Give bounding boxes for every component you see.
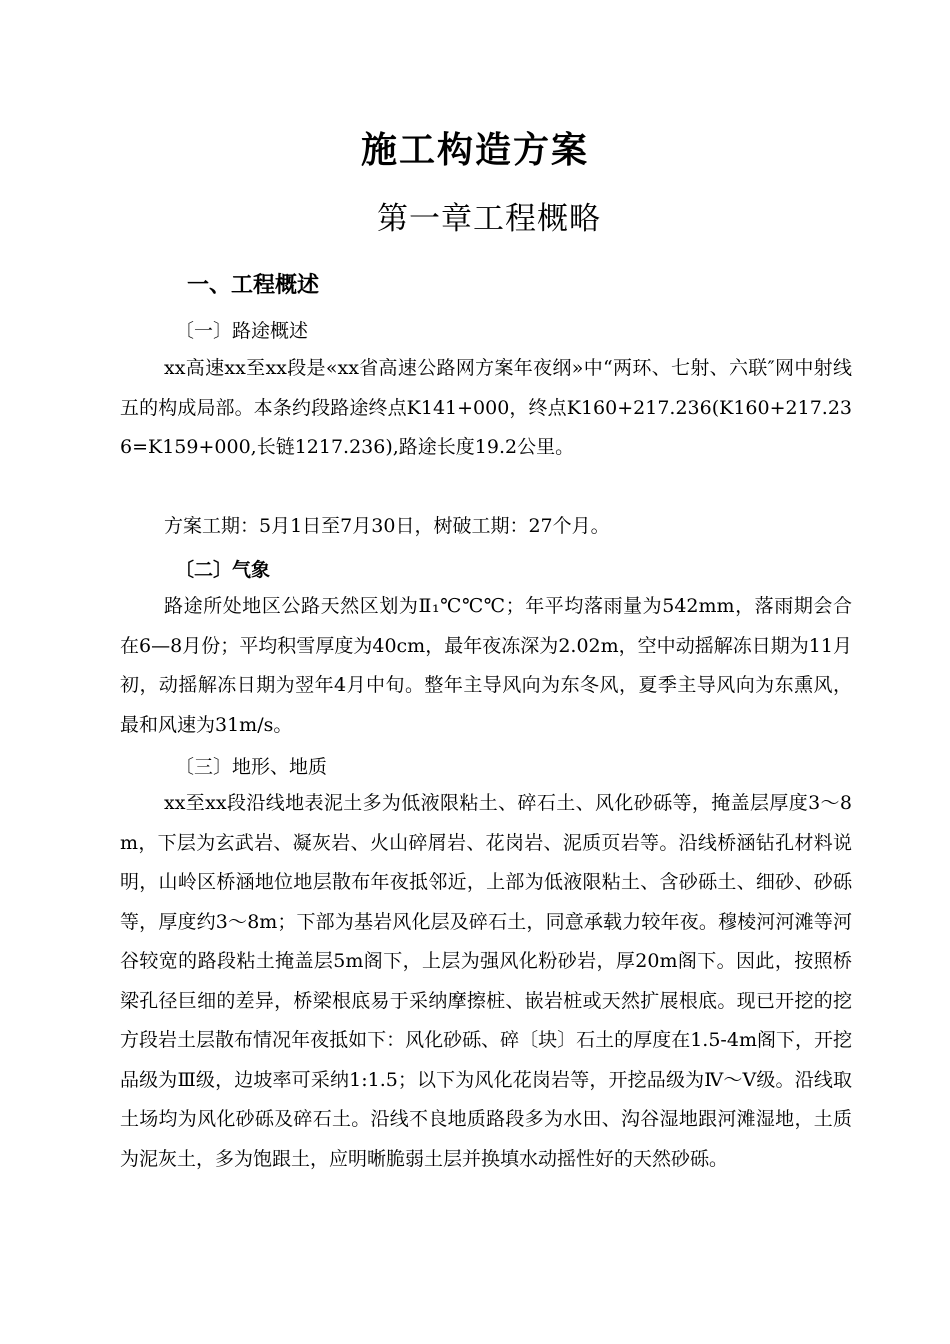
subsection-heading-terrain: 〔三〕地形、地质 [175, 756, 328, 778]
paragraph-schedule: 方案工期：5月1日至7月30日，树破工期：27个月。 [164, 515, 610, 537]
paragraph-climate: 路途所处地区公路天然区划为Ⅱ₁℃℃℃；年平均落雨量为542mm，落雨期会合在6—8月份；平均积雪厚度为40cm，最年夜冻深为2.02m，空中动摇解冻日期为11月初，动摇解冻日期为翌年4月中旬。整年主导风向为东冬风，夏季主导风向为东熏风，最和风速为31m/s。 [120, 595, 852, 736]
paragraph-terrain-geology: xx至xx段沿线地表泥土多为低液限粘土、碎石土、风化砂砾等，掩盖层厚度3～8m，下层为玄武岩、凝灰岩、火山碎屑岩、花岗岩、泥质页岩等。沿线桥涵钻孔材料说明，山岭区桥涵地位地层散布年夜抵邻近，上部为低液限粘土、含砂砾土、细砂、砂砾等，厚度约3～8m；下部为基岩风化层及碎石土，同意承载力较年夜。穆棱河河滩等河谷较宽的路段粘土掩盖层5m阁下，上层为强风化粉砂岩，厚20m阁下。因此，按照桥梁孔径巨细的差异，桥梁根底易于采纳摩擦桩、嵌岩桩或天然扩展根底。现已开挖的挖方段岩土层散布情况年夜抵如下：风化砂砾、碎〔块〕石土的厚度在1.5-4m阁下，开挖品级为Ⅲ级，边坡率可采纳1:1.5；以下为风化花岗岩等，开挖品级为Ⅳ～Ⅴ级。沿线取土场均为风化砂砾及碎石土。沿线不良地质路段多为水田、沟谷湿地跟河滩湿地，土质为泥灰土，多为饱跟土，应明晰脆弱土层并换填水动摇性好的天然砂砾。 [120, 792, 852, 1170]
section-heading-overview: 一、工程概述 [187, 272, 320, 298]
subsection-heading-climate: 〔二〕气象 [175, 559, 271, 581]
document-title: 施工构造方案 [360, 129, 589, 171]
paragraph-route-overview: xx高速xx至xx段是«xx省高速公路网方案年夜纲»中“两环、七射、六联″网中射线五的构成局部。本条约段路途终点K141+000，终点K160+217.236(K160+217.236=K159+000,长链1217.236),路途长度19.2公里。 [120, 357, 852, 458]
subsection-heading-route: 〔一〕路途概述 [175, 320, 309, 342]
chapter-heading: 第一章工程概略 [377, 201, 601, 237]
